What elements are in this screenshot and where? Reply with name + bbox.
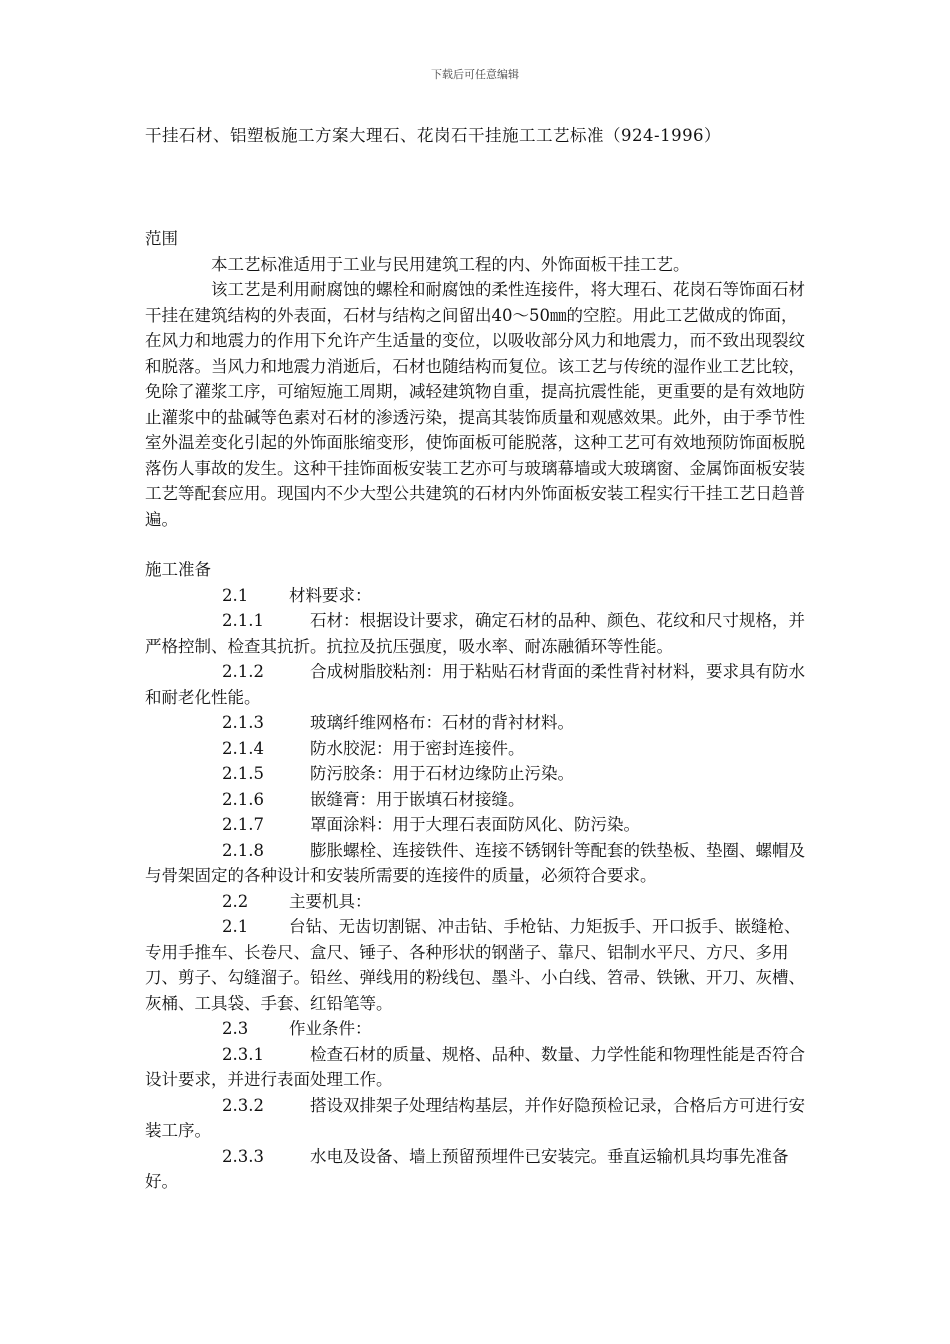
- list-item: [145, 914, 813, 1016]
- paragraph: 本工艺标准适用于工业与民用建筑工程的内、外饰面板干挂工艺。: [211, 254, 690, 274]
- item-number: 2.1.8: [222, 840, 264, 860]
- item-number: 2.1.2: [222, 662, 264, 681]
- item-list: [145, 583, 813, 1195]
- list-item: [145, 1093, 813, 1144]
- list-item: [145, 659, 813, 710]
- item-number: 2.1: [222, 917, 249, 936]
- item-number: 2.3.3: [222, 1146, 264, 1166]
- item-text: 嵌缝膏：用于嵌填石材接缝。: [310, 789, 525, 809]
- list-item: [145, 761, 813, 787]
- item-text: 作业条件：: [289, 1019, 372, 1038]
- item-text: 主要机具：: [289, 891, 372, 911]
- list-item: [145, 736, 813, 762]
- item-number: 2.1.1: [222, 611, 264, 630]
- document-body: [145, 226, 813, 1195]
- section-heading-scope: 范围: [145, 229, 178, 248]
- list-item: [145, 889, 813, 915]
- item-text: 石材：根据设计要求，确定石材的品种、颜色、花纹和尺寸规格，并严格控制、检查其抗折。抗拉及抗压强度，吸水率、耐冻融循环等性能。: [145, 611, 805, 656]
- list-item: [145, 812, 813, 838]
- item-number: 2.2: [222, 891, 249, 911]
- item-number: 2.1.3: [222, 713, 264, 732]
- item-text: 膨胀螺栓、连接铁件、连接不锈钢针等配套的铁垫板、垫圈、螺帽及与骨架固定的各种设计和安装所需要的连接件的质量，必须符合要求。: [145, 840, 805, 885]
- item-number: 2.1.4: [222, 738, 264, 758]
- item-text: 检查石材的质量、规格、品种、数量、力学性能和物理性能是否符合设计要求，并进行表面处理工作。: [145, 1044, 805, 1089]
- item-text: 水电及设备、墙上预留预埋件已安装完。垂直运输机具均事先准备好。: [145, 1146, 789, 1191]
- item-number: 2.1.7: [222, 815, 264, 834]
- item-text: 防污胶条：用于石材边缘防止污染。: [310, 764, 574, 783]
- item-text: 搭设双排架子处理结构基层，并作好隐预检记录，合格后方可进行安装工序。: [145, 1095, 805, 1140]
- list-item: [145, 583, 813, 609]
- item-text: 台钻、无齿切割锯、冲击钻、手枪钻、力矩扳手、开口扳手、嵌缝枪、专用手推车、长卷尺、盒尺、锤子、各种形状的钢凿子、靠尺、铝制水平尺、方尺、多用刀、剪子、勾缝溜子。铅丝、弹线用的粉线包、墨斗、小白线、笤帚、铁锹、开刀、灰槽、灰桶、工具袋、手套、红铅笔等。: [145, 917, 805, 1013]
- document-title: 干挂石材、铝塑板施工方案大理石、花岗石干挂施工工艺标准（924-1996）: [145, 126, 722, 145]
- list-item: [145, 838, 813, 889]
- item-number: 2.3.1: [222, 1044, 264, 1064]
- list-item: [145, 710, 813, 736]
- item-number: 2.3: [222, 1019, 249, 1038]
- list-item: [145, 1042, 813, 1093]
- list-item: [145, 608, 813, 659]
- item-text: 玻璃纤维网格布：石材的背衬材料。: [310, 713, 574, 732]
- section-heading-preparation: 施工准备: [145, 560, 211, 579]
- item-number: 2.1.5: [222, 764, 264, 783]
- item-number: 2.3.2: [222, 1095, 264, 1115]
- paragraph: 该工艺是利用耐腐蚀的螺栓和耐腐蚀的柔性连接件，将大理石、花岗石等饰面石材干挂在建筑结构的外表面，石材与结构之间留出40～50㎜的空腔。用此工艺做成的饰面，在风力和地震力的作用下允许产生适量的变位，以吸收部分风力和地震力，而不致出现裂纹和脱落。当风力和地震力消逝后，石材也随结构而复位。该工艺与传统的湿作业工艺比较，免除了灌浆工序，可缩短施工周期，减轻建筑物自重，提高抗震性能，更重要的是有效地防止灌浆中的盐碱等色素对石材的渗透污染，提高其装饰质量和观感效果。此外，由于季节性室外温差变化引起的外饰面胀缩变形，使饰面板可能脱落，这种工艺可有效地预防饰面板脱落伤人事故的发生。这种干挂饰面板安装工艺亦可与玻璃幕墙或大玻璃窗、金属饰面板安装工艺等配套应用。现国内不少大型公共建筑的石材内外饰面板安装工程实行干挂工艺日趋普遍。: [145, 280, 805, 529]
- item-number: 2.1.6: [222, 789, 264, 809]
- page-header-note: 下载后可任意编辑: [431, 68, 519, 81]
- item-text: 防水胶泥：用于密封连接件。: [310, 738, 525, 758]
- item-text: 罩面涂料：用于大理石表面防风化、防污染。: [310, 815, 640, 834]
- item-text: 合成树脂胶粘剂：用于粘贴石材背面的柔性背衬材料，要求具有防水和耐老化性能。: [145, 662, 805, 707]
- list-item: [145, 1016, 813, 1042]
- item-number: 2.1: [222, 585, 249, 605]
- list-item: [145, 787, 813, 813]
- spacer: [145, 532, 813, 557]
- list-item: [145, 1144, 813, 1195]
- item-text: 材料要求：: [289, 585, 372, 605]
